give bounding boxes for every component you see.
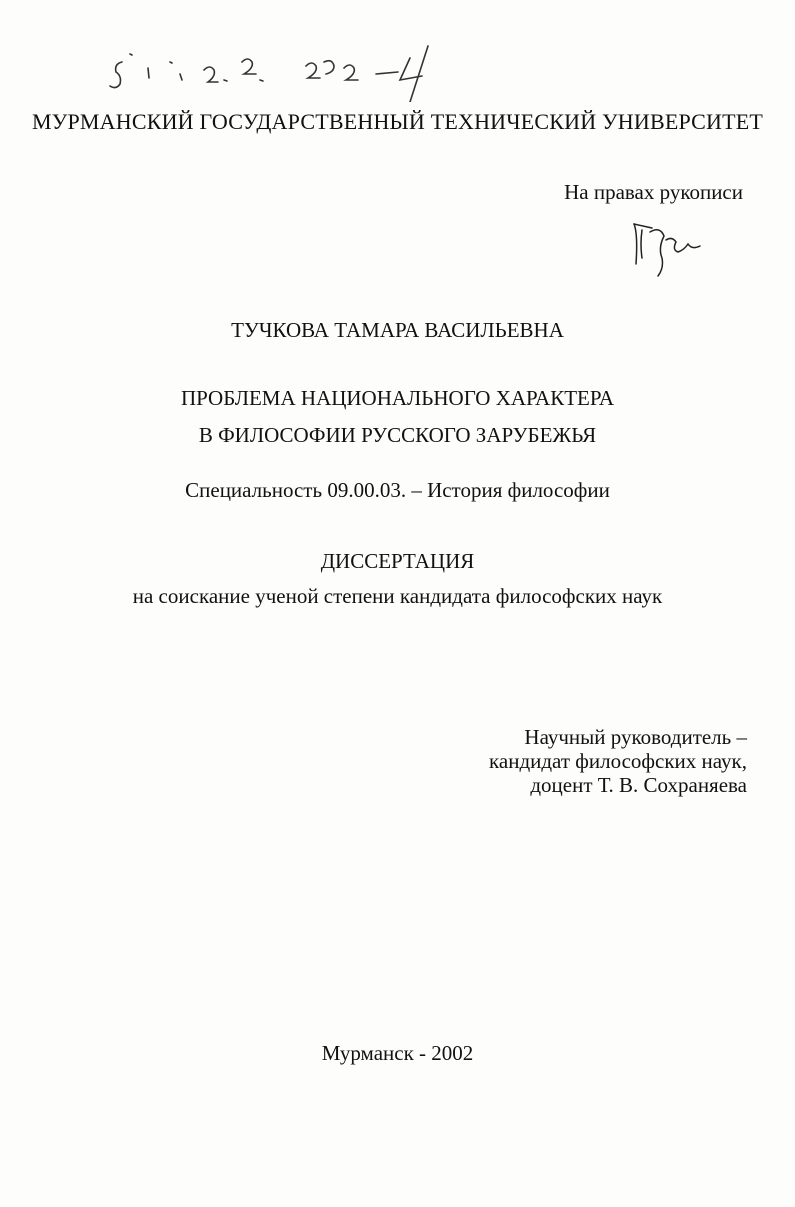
manuscript-rights-note: На правах рукописи	[564, 180, 743, 204]
specialty-code: Специальность 09.00.03. – История философии	[185, 478, 610, 502]
thesis-title-line-1: ПРОБЛЕМА НАЦИОНАЛЬНОГО ХАРАКТЕРА	[180, 386, 615, 410]
author-signature	[628, 218, 708, 284]
degree-statement: на соискание ученой степени кандидата философских наук	[132, 584, 663, 608]
thesis-title-line-2: В ФИЛОСОФИИ РУССКОГО ЗАРУБЕЖЬЯ	[198, 423, 597, 447]
handwritten-registration-number	[108, 40, 453, 102]
supervisor-role: Научный руководитель –	[524, 725, 747, 749]
supervisor-name: доцент Т. В. Сохраняева	[530, 773, 747, 797]
city-year: Мурманск - 2002	[321, 1041, 474, 1065]
supervisor-block	[489, 725, 747, 797]
supervisor-degree: кандидат философских наук,	[489, 749, 747, 773]
document-type: ДИССЕРТАЦИЯ	[320, 549, 475, 573]
author-name: ТУЧКОВА ТАМАРА ВАСИЛЬЕВНА	[231, 318, 564, 342]
university-name: МУРМАНСКИЙ ГОСУДАРСТВЕННЫЙ ТЕХНИЧЕСКИЙ УНИВЕРСИТЕТ	[31, 109, 764, 134]
